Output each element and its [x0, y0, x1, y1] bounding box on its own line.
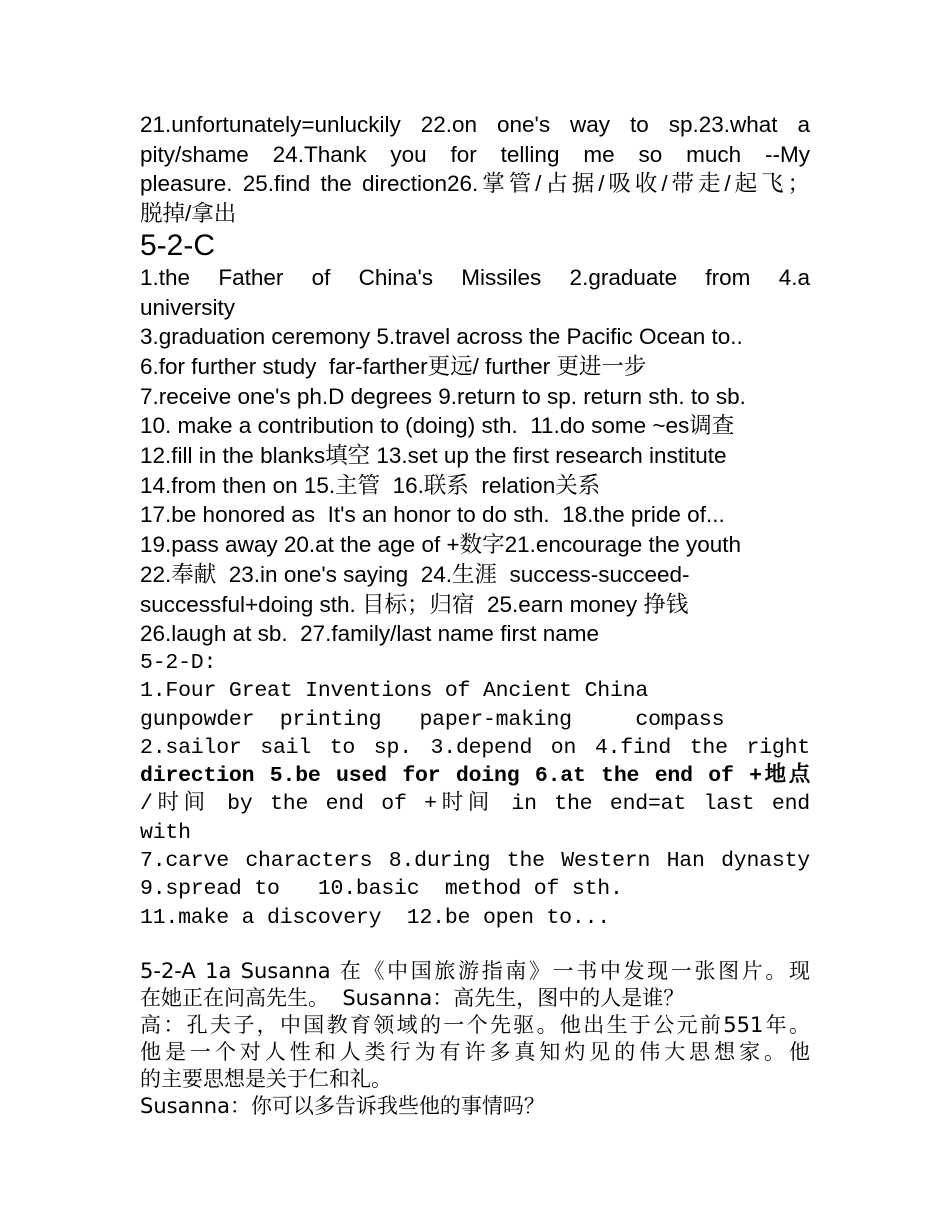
text-line: 他是一个对人性和人类行为有许多真知灼见的伟大思想家。他: [140, 1039, 810, 1064]
text-line: 19.pass away 20.at the age of +数字21.encourage the youth: [140, 532, 742, 558]
text-line: 12.fill in the blanks填空 13.set up the first research institute: [140, 443, 727, 469]
text-line: direction 5.be used for doing 6.at the end of +地点: [140, 764, 810, 789]
text-line: with: [140, 820, 191, 845]
text-line: 7.receive one's ph.D degrees 9.return to sp. return sth. to sb.: [140, 383, 746, 409]
text-line: 14.from then on 15.主管 16.联系 relation关系: [140, 472, 601, 498]
text-line: 脱掉/拿出: [140, 201, 237, 227]
text-line: 的主要思想是关于仁和礼。: [140, 1066, 392, 1091]
text-line: 高：孔夫子，中国教育领域的一个先驱。他出生于公元前551年。: [140, 1012, 810, 1037]
text-line: 3.graduation ceremony 5.travel across the Pacific Ocean to..: [140, 324, 743, 350]
text-line: /时间 by the end of +时间 in the end=at last end: [140, 792, 810, 817]
text-line: 26.laugh at sb. 27.family/last name first name: [140, 621, 599, 647]
text-line: 9.spread to 10.basic method of sth.: [140, 877, 623, 902]
text-line: university: [140, 294, 236, 320]
text-line: 在她正在问高先生。 Susanna：高先生，图中的人是谁？: [140, 985, 685, 1010]
section-5-2-a-dialogue: [140, 958, 810, 1120]
section-heading-5-2-c: 5-2-C: [140, 228, 216, 262]
text-line: 7.carve characters 8.during the Western Han dynasty: [140, 849, 810, 874]
text-line: 17.be honored as It's an honor to do sth. 18.the pride of...: [140, 502, 725, 528]
text-line: 10. make a contribution to (doing) sth. 11.do some ~es调查: [140, 413, 735, 439]
text-line: 11.make a discovery 12.be open to...: [140, 905, 610, 930]
text-line: 22.奉献 23.in one's saying 24.生涯 success-succeed-: [140, 561, 690, 587]
spacer: [140, 932, 810, 958]
section-5-2-c: [140, 263, 810, 649]
text-line: gunpowder printing paper-making compass: [140, 707, 725, 732]
text-line: 21.unfortunately=unluckily 22.on one's way to sp.23.what a: [140, 112, 810, 137]
document-page: [140, 110, 810, 1120]
section-heading-5-2-d: 5-2-D:: [140, 650, 217, 675]
text-line: 1.the Father of China's Missiles 2.graduate from 4.a: [140, 264, 810, 290]
text-line: 6.for further study far-farther更远/ further 更进一步: [140, 353, 647, 379]
section-vocabulary-continued: [140, 110, 810, 229]
text-line: pity/shame 24.Thank you for telling me so much --My: [140, 141, 810, 167]
text-line: pleasure. 25.find the direction26.掌管/占据/吸收/带走/起飞；: [140, 171, 810, 197]
text-line: successful+doing sth. 目标；归宿 25.earn money 挣钱: [140, 591, 689, 617]
text-line: 5-2-A 1a Susanna 在《中国旅游指南》一书中发现一张图片。现: [140, 958, 810, 983]
text-line: Susanna：你可以多告诉我些他的事情吗？: [140, 1093, 545, 1118]
text-line: 2.sailor sail to sp. 3.depend on 4.find the right: [140, 735, 810, 760]
text-line: 1.Four Great Inventions of Ancient China: [140, 679, 649, 704]
section-5-2-d: [140, 649, 810, 932]
